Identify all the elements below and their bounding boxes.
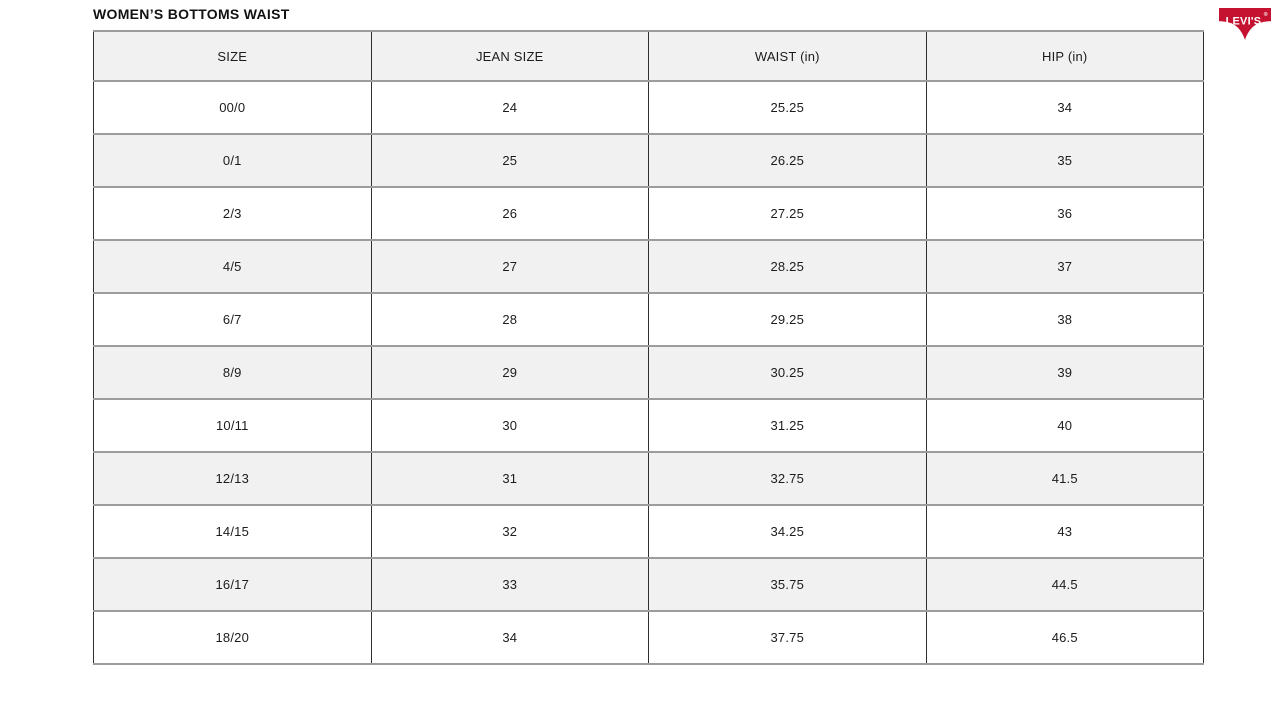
column-header: WAIST (in) [649,31,927,81]
table-cell: 31 [371,452,649,505]
table-row [94,240,1204,293]
table-cell: 12/13 [94,452,372,505]
table-row [94,611,1204,664]
table-cell: 40 [926,399,1204,452]
levis-logo [1219,8,1271,42]
table-cell: 32.75 [649,452,927,505]
table-cell: 25.25 [649,81,927,134]
column-header: SIZE [94,31,372,81]
table-cell: 14/15 [94,505,372,558]
table-cell: 4/5 [94,240,372,293]
table-row [94,505,1204,558]
table-header-row [94,31,1204,81]
page-title: WOMEN’S BOTTOMS WAIST [93,6,290,22]
table-cell: 27.25 [649,187,927,240]
table-cell: 34.25 [649,505,927,558]
column-header: JEAN SIZE [371,31,649,81]
table-cell: 2/3 [94,187,372,240]
table-body [94,81,1204,664]
table-row [94,452,1204,505]
table-cell: 39 [926,346,1204,399]
table-cell: 38 [926,293,1204,346]
table-cell: 0/1 [94,134,372,187]
table-cell: 10/11 [94,399,372,452]
table-cell: 36 [926,187,1204,240]
levis-logo-text: LEVI'S [1225,15,1262,28]
column-header: HIP (in) [926,31,1204,81]
table-cell: 35 [926,134,1204,187]
table-cell: 25 [371,134,649,187]
table-cell: 46.5 [926,611,1204,664]
table-cell: 26 [371,187,649,240]
table-cell: 26.25 [649,134,927,187]
table-cell: 44.5 [926,558,1204,611]
table-cell: 16/17 [94,558,372,611]
table-cell: 31.25 [649,399,927,452]
table-cell: 35.75 [649,558,927,611]
size-chart-table [93,30,1204,665]
table-row [94,81,1204,134]
table-cell: 18/20 [94,611,372,664]
table-cell: 33 [371,558,649,611]
table-row [94,558,1204,611]
table-cell: 8/9 [94,346,372,399]
table-cell: 43 [926,505,1204,558]
table-cell: 00/0 [94,81,372,134]
table-cell: 27 [371,240,649,293]
table-cell: 28.25 [649,240,927,293]
table-row [94,399,1204,452]
table-cell: 41.5 [926,452,1204,505]
table-cell: 30.25 [649,346,927,399]
table-cell: 29.25 [649,293,927,346]
registered-trademark: ® [1263,11,1268,18]
table-cell: 29 [371,346,649,399]
table-cell: 28 [371,293,649,346]
table-row [94,187,1204,240]
table-cell: 6/7 [94,293,372,346]
table-cell: 32 [371,505,649,558]
table-row [94,134,1204,187]
table-header [94,31,1204,81]
table-cell: 34 [926,81,1204,134]
table-cell: 30 [371,399,649,452]
size-chart-container [93,30,1204,665]
table-cell: 37.75 [649,611,927,664]
table-cell: 37 [926,240,1204,293]
table-cell: 24 [371,81,649,134]
table-row [94,346,1204,399]
table-cell: 34 [371,611,649,664]
table-row [94,293,1204,346]
